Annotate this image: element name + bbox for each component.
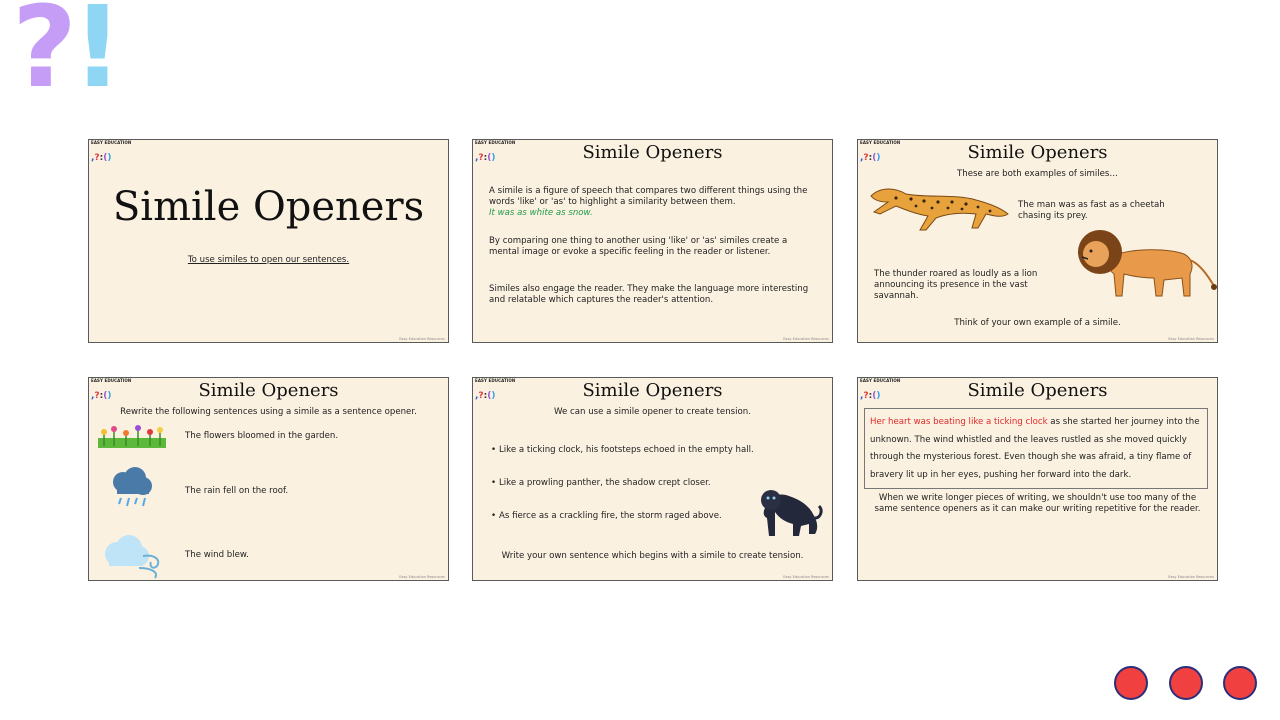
panther-image (757, 478, 823, 538)
sentence-wind: The wind blew. (185, 550, 249, 560)
slide-thumbnail-6[interactable] (857, 377, 1218, 581)
credit-text: Easy Education Resources (783, 337, 829, 341)
lion-image (1072, 226, 1218, 298)
credit-text: Easy Education Resources (1168, 337, 1214, 341)
nav-dot-1[interactable] (1114, 666, 1148, 700)
credit-text: Easy Education Resources (783, 575, 829, 579)
bullet-item: • As fierce as a crackling fire, the storm raged above. (491, 511, 722, 521)
credit-text: Easy Education Resources (1168, 575, 1214, 579)
sentence-rain: The rain fell on the roof. (185, 486, 289, 496)
cheetah-image (866, 184, 1016, 234)
flowers-image (96, 424, 168, 450)
example-simile: It was as white as snow. (489, 208, 593, 218)
brand-logo: EASY EDUCATION ,?:() (475, 140, 516, 163)
rain-cloud-icon (107, 466, 155, 510)
engage-paragraph: Similes also engage the reader. They make the language more interesting and relatable which captures the reader's attention. (489, 284, 809, 305)
slide-title: Simile Openers (967, 142, 1108, 163)
instruction-text: Rewrite the following sentences using a simile as a sentence opener. (120, 407, 417, 417)
slide-title: Simile Openers (198, 380, 339, 401)
passage-text: as she started her journey into the unknown. The wind whistled and the leaves rustled as she moved quickly through the mysterious forest. Even though she was afraid, a tiny flame of bravery lit up in her eyes, pushing her forward into the dark. (870, 417, 1200, 480)
brand-logo: EASY EDUCATION ,?:() (860, 140, 901, 163)
slide-thumbnail-4[interactable] (88, 377, 449, 581)
slide-title: Simile Openers (582, 142, 723, 163)
nav-dot-2[interactable] (1169, 666, 1203, 700)
lesson-objective: To use similes to open our sentences. (187, 255, 350, 265)
brand-logo: EASY EDUCATION ,?:() (475, 378, 516, 401)
slide-title: Simile Openers (112, 184, 425, 230)
bullet-item: • Like a prowling panther, the shadow crept closer. (491, 478, 711, 488)
credit-text: Easy Education Resources (399, 575, 445, 579)
highlighted-simile-opener: Her heart was beating like a ticking clock (870, 417, 1048, 427)
deco-exclamation-mark: ! (72, 0, 124, 113)
definition-paragraph: A simile is a figure of speech that compares two different things using the words 'like' or 'as' to highlight a similarity between them. (489, 186, 808, 207)
repetition-note: When we write longer pieces of writing, we shouldn't use too many of the same sentence openers as it can make our writing repetitive for the reader. (874, 493, 1201, 514)
slide-title: Simile Openers (967, 380, 1108, 401)
task-prompt: Think of your own example of a simile. (954, 318, 1121, 328)
sentence-flowers: The flowers bloomed in the garden. (185, 431, 339, 441)
slide-thumbnail-5[interactable] (472, 377, 833, 581)
bullet-item: • Like a ticking clock, his footsteps echoed in the empty hall. (491, 445, 754, 455)
writing-task: Write your own sentence which begins with a simile to create tension. (501, 551, 804, 561)
slide-thumbnail-1[interactable] (88, 139, 449, 343)
credit-text: Easy Education Resources (399, 337, 445, 341)
definition-text (489, 186, 816, 219)
nav-dot-3[interactable] (1223, 666, 1257, 700)
slide-title: Simile Openers (582, 380, 723, 401)
brand-logo: EASY EDUCATION ,?:() (91, 140, 132, 163)
brand-logo: EASY EDUCATION ,?:() (860, 378, 901, 401)
slide-thumbnail-3[interactable] (857, 139, 1218, 343)
brand-logo: EASY EDUCATION ,?:() (91, 378, 132, 401)
wind-cloud-icon (99, 532, 165, 580)
intro-text: We can use a simile opener to create tension. (554, 407, 751, 417)
deco-question-mark: ? (12, 0, 77, 113)
cheetah-example: The man was as fast as a cheetah chasing its prey. (1018, 200, 1165, 221)
example-passage-box (864, 408, 1208, 489)
intro-text: These are both examples of similes… (957, 169, 1118, 179)
mental-image-paragraph: By comparing one thing to another using 'like' or 'as' similes create a mental image or evoke a specific feeling in the reader or listener. (489, 236, 788, 257)
slide-thumbnail-2[interactable] (472, 139, 833, 343)
lion-example: The thunder roared as loudly as a lion announcing its presence in the vast savannah. (874, 269, 1038, 301)
